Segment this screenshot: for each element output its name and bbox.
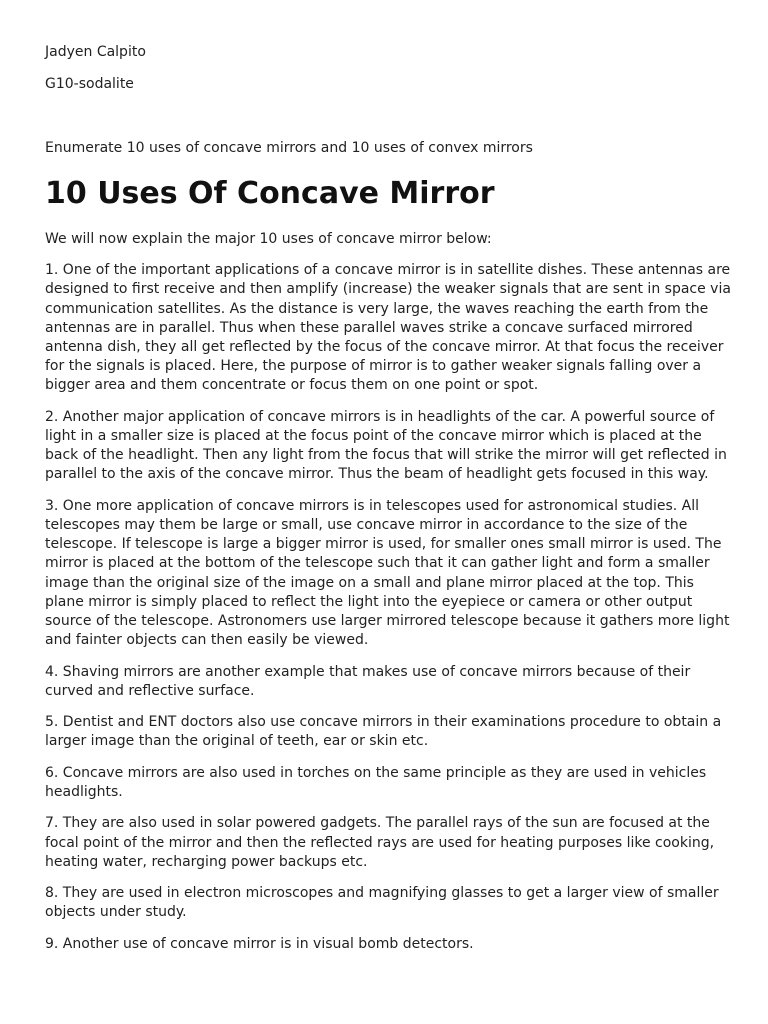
list-item: 9. Another use of concave mirror is in visual bomb detectors. [45,935,474,952]
document-title: 10 Uses Of Concave Mirror [45,176,495,211]
list-item: 7. They are also used in solar powered gadgets. The parallel rays of the sun are focused at the focal point of the mirror and then the reflected rays are used for heating purposes like cooking, heating water, recharging power backups etc. [45,815,715,870]
list-item: 3. One more application of concave mirrors is in telescopes used for astronomical studies. All telescopes may them be large or small, use concave mirror in accordance to the size of the telescope. If telescope is large a bigger mirror is used, for smaller ones small mirror is used. The mirror is placed at the bottom of the telescope such that it can gather light and form a smaller image than the original size of the image on a small and plane mirror placed at the top. This plane mirror is simply placed to reflect the light into the eyepiece or camera or other output source of the telescope. Astronomers use larger mirrored telescope because it gathers more light and fainter objects can then easily be viewed. [45,497,730,649]
document-page [45,42,735,966]
list-item: 6. Concave mirrors are also used in torches on the same principle as they are used in vehicles headlights. [45,764,707,801]
uses-list [45,261,735,954]
list-item: 1. One of the important applications of a concave mirror is in satellite dishes. These antennas are designed to first receive and then amplify (increase) the weaker signals that are sent in space via communication satellites. As the distance is very large, the waves reaching the earth from the antennas are in parallel. Thus when these parallel waves strike a concave surfaced mirrored antenna dish, they all get reflected by the focus of the concave mirror. At that focus the receiver for the signals is placed. Here, the purpose of mirror is to gather weaker signals falling over a bigger area and them concentrate or focus them on one point or spot. [45,262,731,394]
assignment-prompt: Enumerate 10 uses of concave mirrors and 10 uses of convex mirrors [45,140,533,156]
list-item: 8. They are used in electron microscopes and magnifying glasses to get a larger view of smaller objects under study. [45,885,719,921]
list-item: 4. Shaving mirrors are another example that makes use of concave mirrors because of their curved and reflective surface. [45,663,691,699]
class-section: G10-sodalite [45,76,134,92]
list-item: 2. Another major application of concave mirrors is in headlights of the car. A powerful source of light in a smaller size is placed at the focus point of the concave mirror which is placed at the back of the headlight. Then any light from the focus that will strike the mirror will get reflected in parallel to the axis of the concave mirror. Thus the beam of headlight gets focused in this way. [45,408,727,483]
author-name: Jadyen Calpito [45,44,146,60]
list-item: 5. Dentist and ENT doctors also use concave mirrors in their examinations procedure to obtain a larger image than the original of teeth, ear or skin etc. [45,714,722,750]
intro-paragraph: We will now explain the major 10 uses of concave mirror below: [45,231,492,247]
